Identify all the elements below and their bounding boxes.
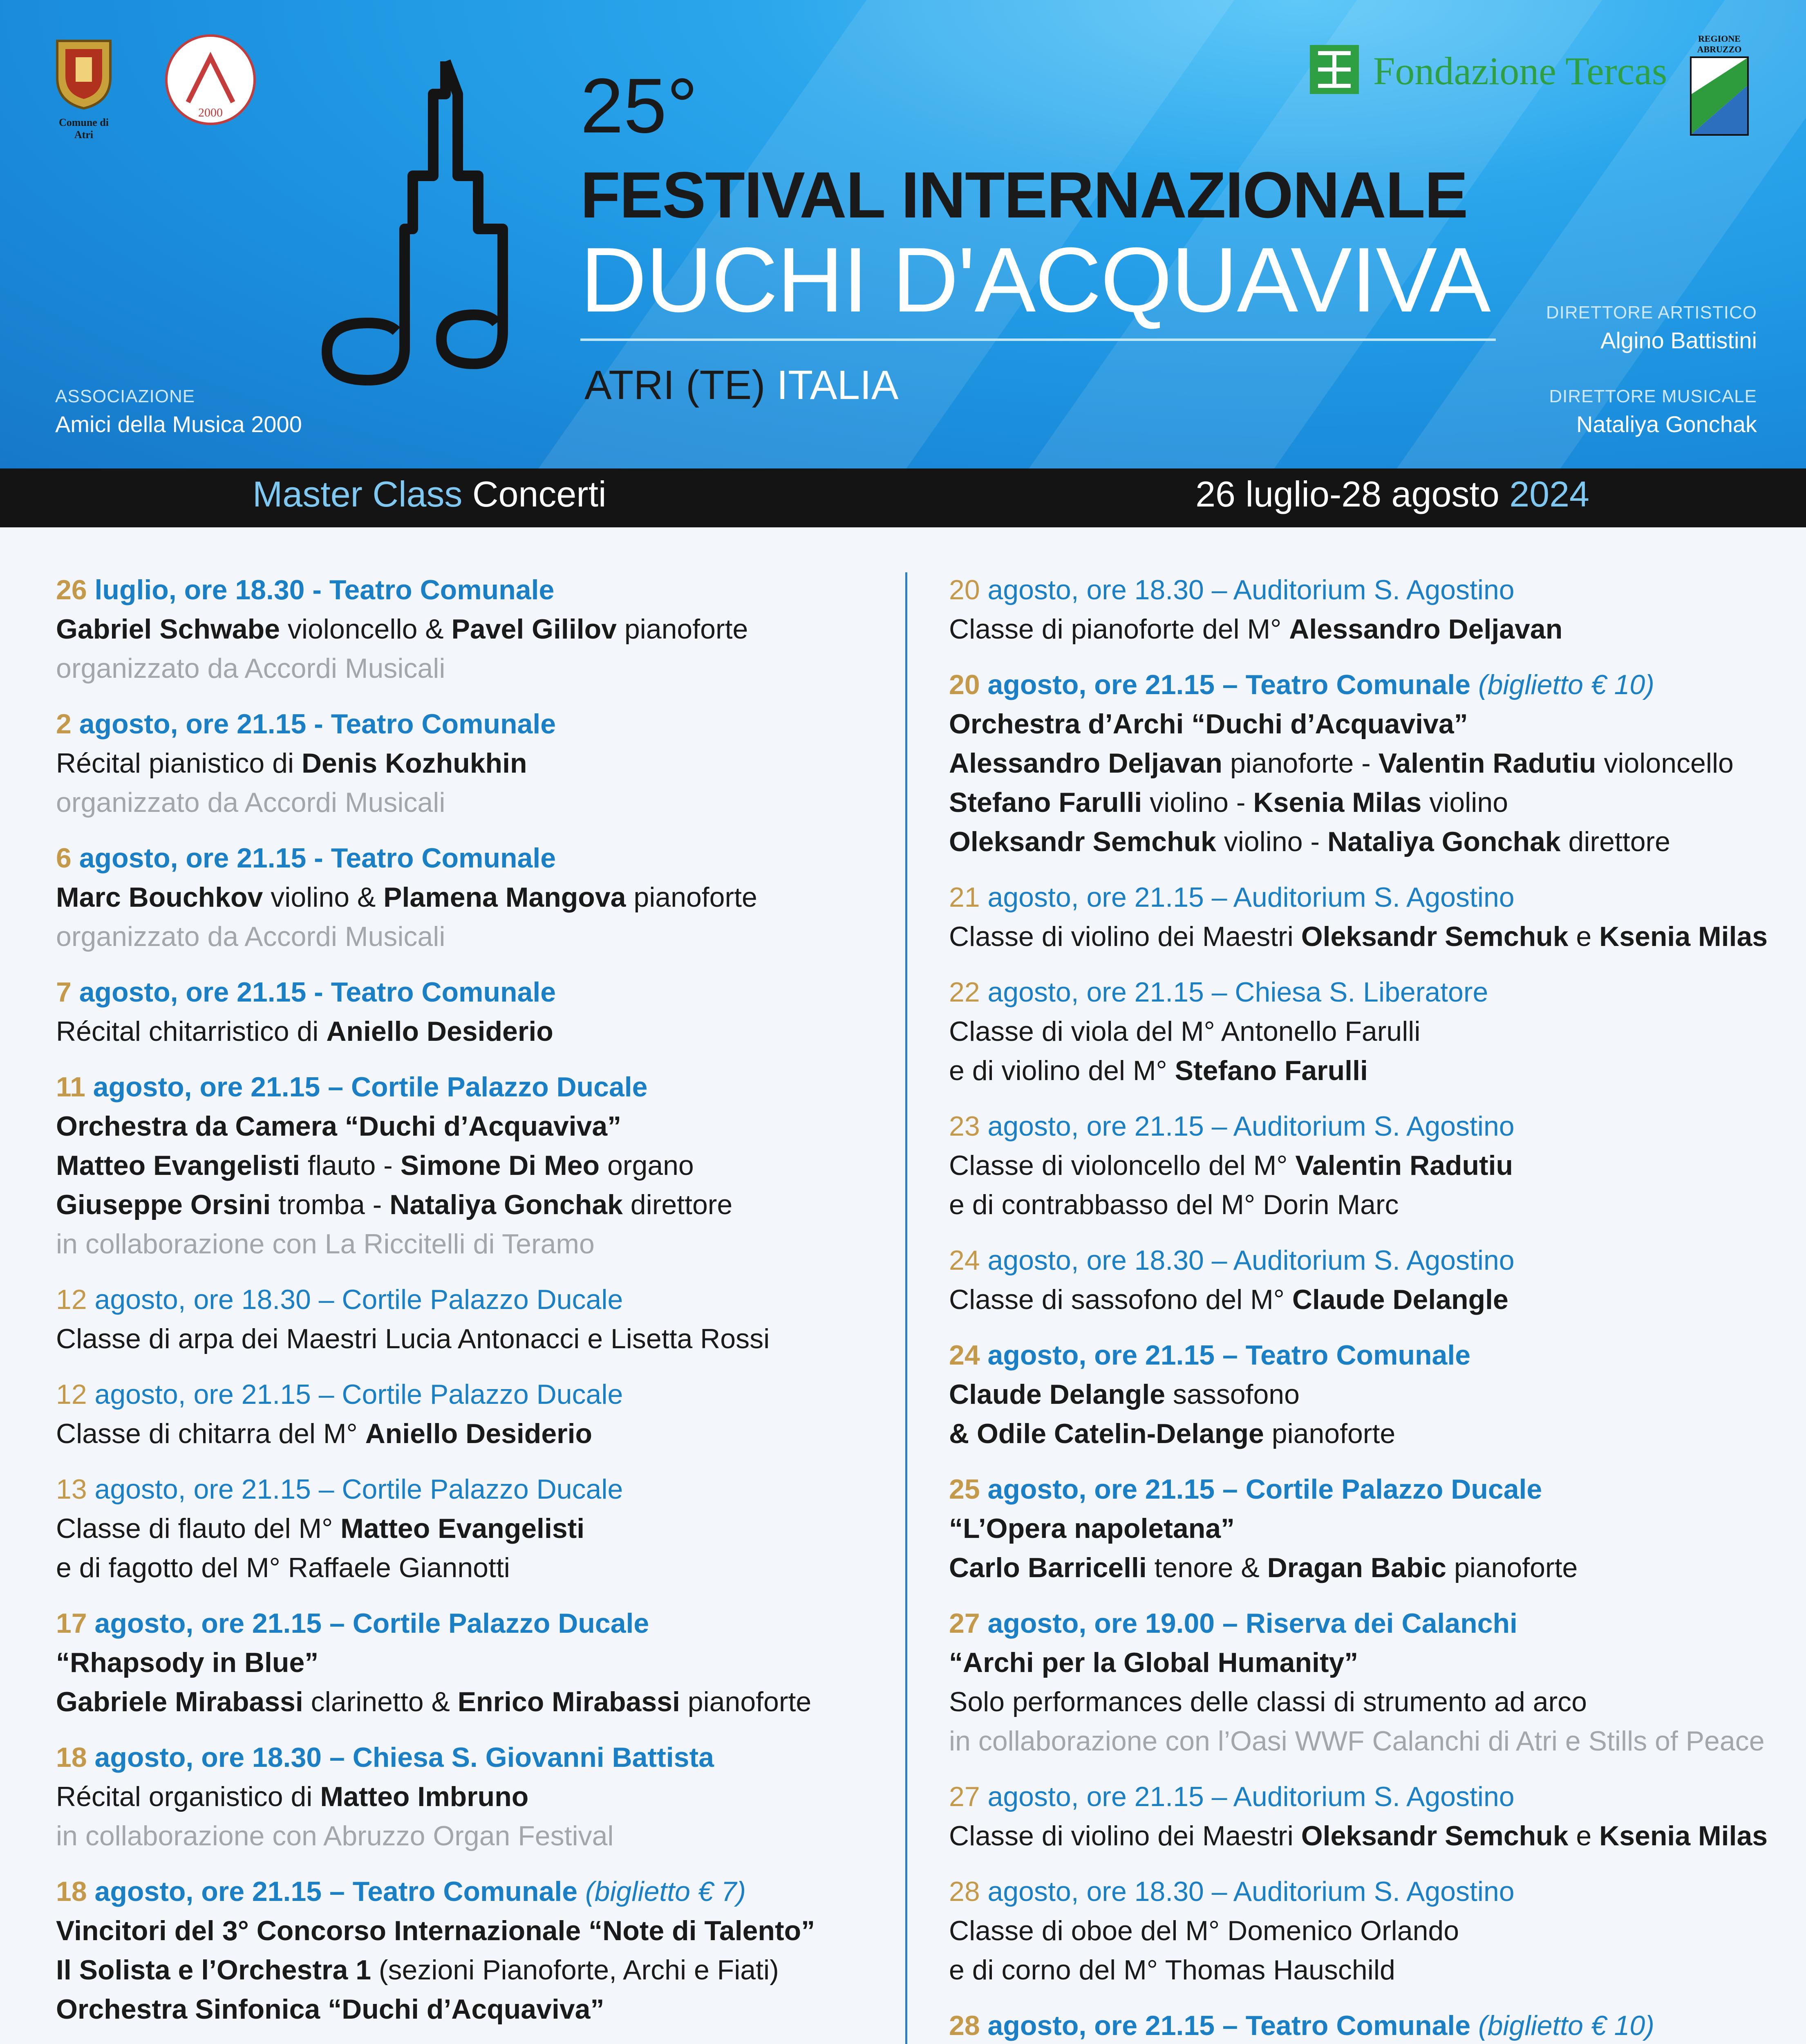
event-time-venue: agosto, ore 18.30 – Auditorium S. Agostino [980,1245,1515,1276]
event-heading [949,1336,1770,1375]
event-day: 28 [949,1876,980,1907]
event-item [56,1280,877,1358]
event-detail: Classe di chitarra del M° Aniello Desiderio [56,1418,593,1449]
event-item [56,1738,877,1856]
event-time-venue: agosto, ore 21.15 – Cortile Palazzo Ducale [85,1071,648,1103]
association-label: ASSOCIAZIONE [55,386,195,406]
festival-title-line1: FESTIVAL INTERNAZIONALE [580,158,1468,231]
event-heading [949,1604,1770,1643]
event-detail: Vincitori del 3° Concorso Internazionale “Note di Talento” [56,1915,815,1946]
event-detail: & Odile Catelin-Delange pianoforte [949,1418,1396,1449]
svg-text:REGIONE: REGIONE [1698,34,1741,44]
event-heading [949,1777,1770,1816]
event-time-venue: agosto, ore 21.15 – Auditorium S. Agostino [980,882,1515,913]
event-detail: e di violino del M° Stefano Farulli [949,1055,1368,1086]
event-detail: Alessandro Deljavan pianoforte - Valentin Radutiu violoncello [949,748,1734,779]
event-note: organizzato da Accordi Musicali [56,787,445,818]
event-heading [949,878,1770,917]
event-heading [56,838,877,878]
bar-left-text [253,473,606,515]
association-name: Amici della Musica 2000 [55,411,302,437]
event-time-venue: agosto, ore 21.15 – Chiesa S. Liberatore [980,977,1488,1008]
amici-musica-logo-icon [163,33,257,127]
event-time-venue: agosto, ore 21.15 – Teatro Comunale [980,669,1471,700]
event-day: 13 [56,1474,87,1505]
event-time-venue: agosto, ore 21.15 - Teatro Comunale [71,977,556,1008]
event-time-venue: agosto, ore 21.15 – Cortile Palazzo Ducale [87,1474,623,1505]
event-note: in collaborazione con La Riccitelli di Teramo [56,1228,595,1260]
event-day: 7 [56,977,72,1008]
event-time-venue: agosto, ore 21.15 – Auditorium S. Agostino [980,1111,1515,1142]
event-time-venue: agosto, ore 21.15 – Teatro Comunale [87,1876,578,1907]
event-detail: Carlo Barricelli tenore & Dragan Babic pianoforte [949,1552,1578,1583]
event-detail: Classe di sassofono del M° Claude Delangle [949,1284,1508,1315]
event-item [949,1241,1770,1319]
ticket-price: (biglietto € 10) [1470,2010,1654,2041]
title-divider [580,338,1496,341]
event-detail: Récital pianistico di Denis Kozhukhin [56,748,527,779]
event-time-venue: agosto, ore 18.30 – Auditorium S. Agostino [980,574,1515,605]
event-heading [949,973,1770,1012]
event-heading [949,1872,1770,1911]
event-detail: Oleksandr Semchuk violino - Nataliya Gonchak direttore [949,826,1670,857]
event-day: 18 [56,1876,87,1907]
event-detail: “L’Opera napoletana” [949,1513,1235,1544]
event-item [56,1604,877,1721]
event-heading [56,1280,877,1319]
event-item [949,570,1770,649]
ticket-price: (biglietto € 10) [1470,669,1654,700]
artistic-director-name: Algino Battistini [1600,327,1757,353]
tower-note-icon [311,53,539,392]
event-heading [56,1738,877,1777]
master-class-label: Master Class [253,474,463,514]
event-day: 18 [56,1742,87,1773]
location-city: ATRI (TE) [584,362,765,408]
event-heading [56,1872,877,1911]
event-item [56,1872,877,2029]
event-day: 12 [56,1379,87,1410]
event-day: 26 [56,574,87,605]
event-item [949,2006,1770,2044]
event-heading [56,1470,877,1509]
event-day: 24 [949,1245,980,1276]
event-time-venue: agosto, ore 21.15 - Teatro Comunale [71,708,556,740]
location-country: ITALIA [777,362,899,408]
event-heading [56,973,877,1012]
regione-abruzzo-logo-icon [1686,33,1753,139]
event-detail: Claude Delangle sassofono [949,1379,1300,1410]
event-detail: “Archi per la Global Humanity” [949,1647,1358,1678]
event-day: 27 [949,1608,980,1639]
event-time-venue: agosto, ore 21.15 – Cortile Palazzo Ducale [87,1379,623,1410]
event-time-venue: agosto, ore 21.15 – Cortile Palazzo Ducale [87,1608,649,1639]
event-day: 20 [949,669,980,700]
event-detail: Classe di violino dei Maestri Oleksandr Semchuk e Ksenia Milas [949,921,1768,952]
event-time-venue: luglio, ore 18.30 - Teatro Comunale [87,574,555,605]
event-time-venue: agosto, ore 21.15 - Teatro Comunale [71,843,556,874]
event-item [949,1777,1770,1856]
sponsor-name: Fondazione Tercas [1373,49,1667,93]
event-detail: Classe di oboe del M° Domenico Orlando [949,1915,1459,1946]
event-detail: Orchestra da Camera “Duchi d’Acquaviva” [56,1111,622,1142]
event-detail: Classe di viola del M° Antonello Farulli [949,1016,1421,1047]
event-heading [949,665,1770,704]
event-day: 6 [56,843,72,874]
festival-location [584,362,899,409]
event-detail: Gabriel Schwabe violoncello & Pavel Gililov pianoforte [56,614,748,645]
event-time-venue: agosto, ore 21.15 – Auditorium S. Agostino [980,1781,1515,1812]
event-note: in collaborazione con l’Oasi WWF Calanchi di Atri e Stills of Peace [949,1726,1765,1757]
event-detail: Classe di flauto del M° Matteo Evangelisti [56,1513,585,1544]
festival-title-line2: DUCHI D'ACQUAVIVA [580,228,1490,331]
comune-label: Comune di Atri [58,117,109,141]
comune-crest-icon [53,33,114,110]
year: 2024 [1509,474,1589,514]
event-heading [949,1470,1770,1509]
event-note: in collaborazione con Abruzzo Organ Festival [56,1820,614,1851]
event-item [949,1470,1770,1587]
event-detail: Giuseppe Orsini tromba - Nataliya Gonchak direttore [56,1189,733,1220]
bar-date-range [1195,473,1589,515]
event-day: 28 [949,2010,980,2041]
event-detail: Orchestra d’Archi “Duchi d’Acquaviva” [949,708,1468,740]
event-time-venue: agosto, ore 19.00 – Riserva dei Calanchi [980,1608,1517,1639]
date-range: 26 luglio-28 agosto [1195,474,1499,514]
event-heading [56,704,877,744]
event-day: 20 [949,574,980,605]
event-item [949,1872,1770,1990]
event-item [56,973,877,1051]
event-detail: Solo performances delle classi di strumento ad arco [949,1686,1587,1717]
event-heading [949,1241,1770,1280]
event-day: 11 [56,1071,85,1103]
event-item [56,1067,877,1264]
event-day: 22 [949,977,980,1008]
event-detail: “Rhapsody in Blue” [56,1647,319,1678]
event-item [949,878,1770,956]
event-heading [949,1107,1770,1146]
event-heading [56,1375,877,1414]
event-detail: Gabriele Mirabassi clarinetto & Enrico Mirabassi pianoforte [56,1686,812,1717]
event-day: 25 [949,1474,980,1505]
event-day: 12 [56,1284,87,1315]
event-item [949,665,1770,861]
event-detail: Classe di arpa dei Maestri Lucia Antonacci e Lisetta Rossi [56,1323,770,1354]
event-detail: e di contrabbasso del M° Dorin Marc [949,1189,1399,1220]
event-item [949,973,1770,1090]
ticket-price: (biglietto € 7) [577,1876,746,1907]
event-detail: Classe di pianoforte del M° Alessandro Deljavan [949,614,1563,645]
event-day: 17 [56,1608,87,1639]
event-item [949,1604,1770,1761]
event-detail: Matteo Evangelisti flauto - Simone Di Meo organo [56,1150,694,1181]
artistic-director-label: DIRETTORE ARTISTICO [1546,303,1757,323]
event-heading [56,1604,877,1643]
header-banner [0,0,1806,468]
event-item [56,1470,877,1587]
event-day: 2 [56,708,72,740]
event-heading [56,570,877,610]
concerti-label: Concerti [472,474,606,514]
event-time-venue: agosto, ore 21.15 – Teatro Comunale [980,1340,1471,1371]
event-item [949,1336,1770,1453]
event-day: 27 [949,1781,980,1812]
event-detail: Il Solista e l’Orchestra 1 (sezioni Pianoforte, Archi e Fiati) [56,1954,779,1986]
event-detail: Récital organistico di Matteo Imbruno [56,1781,529,1812]
event-heading [949,570,1770,610]
program-right-column [949,570,1770,2044]
event-item [949,1107,1770,1224]
svg-text:ABRUZZO: ABRUZZO [1697,44,1742,54]
event-item [56,704,877,822]
event-time-venue: agosto, ore 18.30 – Auditorium S. Agostino [980,1876,1515,1907]
event-heading [949,2006,1770,2044]
svg-text:2000: 2000 [198,106,223,119]
edition-number: 25° [580,63,698,149]
event-item [56,838,877,956]
event-detail: Classe di violino dei Maestri Oleksandr Semchuk e Ksenia Milas [949,1820,1768,1851]
musical-director-name: Nataliya Gonchak [1576,411,1757,437]
event-day: 23 [949,1111,980,1142]
event-detail: e di fagotto del M° Raffaele Giannotti [56,1552,510,1583]
musical-director-label: DIRETTORE MUSICALE [1549,386,1757,406]
event-time-venue: agosto, ore 18.30 – Chiesa S. Giovanni Battista [87,1742,714,1773]
event-detail: Marc Bouchkov violino & Plamena Mangova pianoforte [56,882,757,913]
event-note: organizzato da Accordi Musicali [56,653,445,684]
event-detail: Classe di violoncello del M° Valentin Radutiu [949,1150,1513,1181]
event-detail: Orchestra Sinfonica “Duchi d’Acquaviva” [56,1994,604,2025]
event-detail: Récital chitarristico di Aniello Desiderio [56,1016,553,1047]
program-left-column [56,570,877,2044]
event-item [56,570,877,688]
event-day: 24 [949,1340,980,1371]
event-item [56,1375,877,1453]
event-note: organizzato da Accordi Musicali [56,921,445,952]
column-divider [905,572,907,2044]
event-time-venue: agosto, ore 21.15 – Cortile Palazzo Ducale [980,1474,1542,1505]
event-time-venue: agosto, ore 18.30 – Cortile Palazzo Ducale [87,1284,623,1315]
event-day: 21 [949,882,980,913]
event-time-venue: agosto, ore 21.15 – Teatro Comunale [980,2010,1471,2041]
event-heading [56,1067,877,1107]
event-detail: e di corno del M° Thomas Hauschild [949,1954,1395,1986]
event-detail: Stefano Farulli violino - Ksenia Milas violino [949,787,1508,818]
